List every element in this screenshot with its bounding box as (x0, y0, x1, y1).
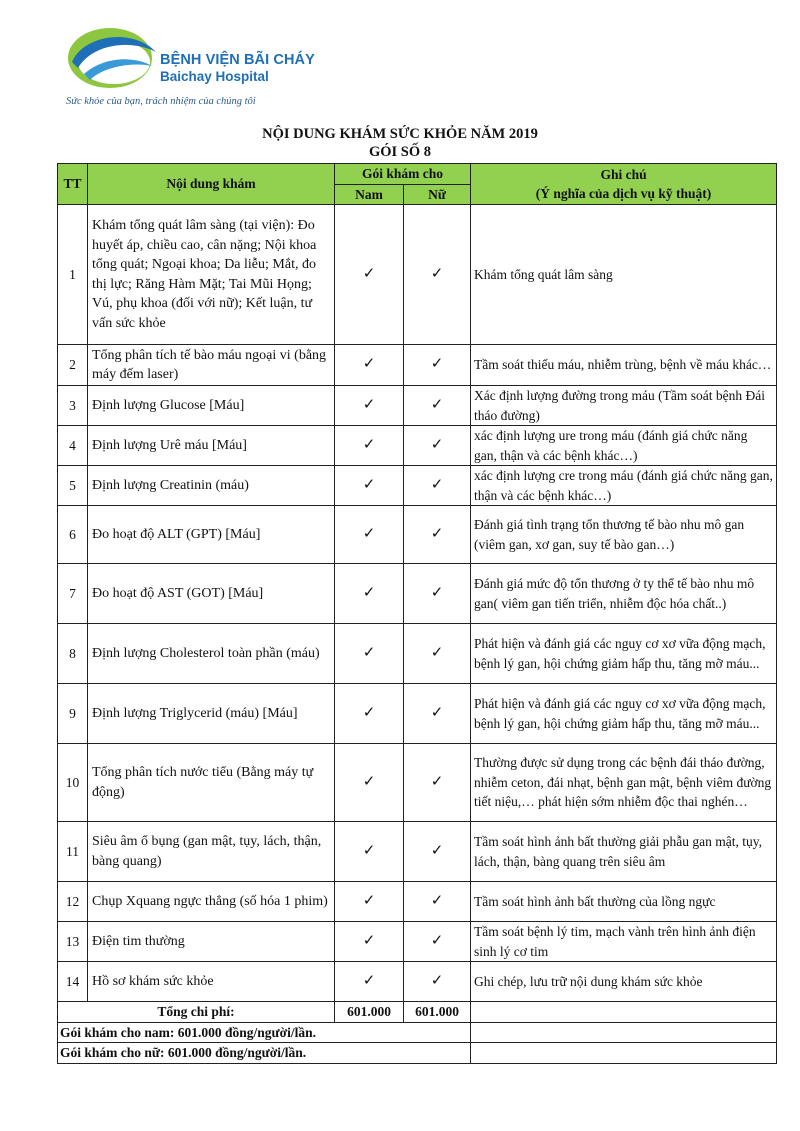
table-row (58, 922, 777, 962)
table-row (58, 386, 777, 426)
row-note: Tầm soát hình ảnh bất thường của lồng ngực (471, 882, 777, 922)
row-note: Đánh giá tình trạng tổn thương tế bào nhu mô gan (viêm gan, xơ gan, suy tế bào gan…) (471, 506, 777, 564)
row-content: Điện tim thường (88, 922, 335, 962)
row-number: 9 (58, 684, 88, 744)
row-number: 10 (58, 744, 88, 822)
row-female-check: ✓ (404, 684, 471, 744)
row-content: Siêu âm ổ bụng (gan mật, tụy, lách, thận, bàng quang) (88, 822, 335, 882)
row-number: 14 (58, 962, 88, 1002)
row-content: Đo hoạt độ ALT (GPT) [Máu] (88, 506, 335, 564)
row-female-check: ✓ (404, 882, 471, 922)
row-male-check: ✓ (335, 744, 404, 822)
row-note: Tầm soát hình ảnh bất thường giải phẫu gan mật, tụy, lách, thận, bàng quang trên siêu âm (471, 822, 777, 882)
row-note: Phát hiện và đánh giá các nguy cơ xơ vữa động mạch, bệnh lý gan, hội chứng giảm hấp thu, tăng mỡ máu... (471, 624, 777, 684)
table-row (58, 426, 777, 466)
row-male-check: ✓ (335, 684, 404, 744)
row-content: Định lượng Cholesterol toàn phần (máu) (88, 624, 335, 684)
hospital-logo-icon (64, 22, 160, 94)
row-male-check: ✓ (335, 962, 404, 1002)
table-row (58, 624, 777, 684)
row-female-check: ✓ (404, 624, 471, 684)
row-note: Ghi chép, lưu trữ nội dung khám sức khỏe (471, 962, 777, 1002)
row-male-check: ✓ (335, 506, 404, 564)
row-male-check: ✓ (335, 882, 404, 922)
document-subtitle: GÓI SỐ 8 (368, 144, 432, 160)
row-note: Thường được sử dụng trong các bệnh đái tháo đường, nhiễm ceton, đái nhạt, bệnh gan mật, bệnh viêm đường tiết niệu,… phát hiện sớm nhiễm độc thai nghén… (471, 744, 777, 822)
row-male-check: ✓ (335, 822, 404, 882)
row-number: 11 (58, 822, 88, 882)
table-row (58, 684, 777, 744)
row-content: Định lượng Triglycerid (máu) [Máu] (88, 684, 335, 744)
row-content: Tổng phân tích tế bào máu ngoại vi (bằng máy đếm laser) (88, 345, 335, 386)
row-male-check: ✓ (335, 624, 404, 684)
row-male-check: ✓ (335, 466, 404, 506)
package-male-note (471, 1022, 777, 1043)
row-content: Hồ sơ khám sức khỏe (88, 962, 335, 1002)
row-number: 1 (58, 205, 88, 345)
table-row (58, 882, 777, 922)
table-row (58, 744, 777, 822)
total-female: 601.000 (404, 1002, 471, 1023)
hospital-logo (60, 22, 315, 114)
header-note-subtitle: (Ý nghĩa của dịch vụ kỹ thuật) (535, 186, 712, 201)
row-number: 12 (58, 882, 88, 922)
row-male-check: ✓ (335, 426, 404, 466)
row-male-check: ✓ (335, 386, 404, 426)
row-male-check: ✓ (335, 345, 404, 386)
package-male: Gói khám cho nam: 601.000 đồng/người/lần. (58, 1022, 471, 1043)
table-row (58, 962, 777, 1002)
total-male: 601.000 (335, 1002, 404, 1023)
row-number: 7 (58, 564, 88, 624)
row-content: Đo hoạt độ AST (GOT) [Máu] (88, 564, 335, 624)
row-content: Định lượng Urê máu [Máu] (88, 426, 335, 466)
row-content: Tổng phân tích nước tiểu (Bằng máy tự động) (88, 744, 335, 822)
row-female-check: ✓ (404, 506, 471, 564)
row-note: xác định lượng ure trong máu (đánh giá chức năng gan, thận và các bệnh khác…) (471, 426, 777, 466)
row-note: xác định lượng cre trong máu (đánh giá chức năng gan, thận và các bệnh khác…) (471, 466, 777, 506)
row-note: Đánh giá mức độ tổn thương ở ty thể tế bào nhu mô gan( viêm gan tiến triển, nhiễm độc hóa chất..) (471, 564, 777, 624)
hospital-name-en: Baichay Hospital (160, 69, 269, 84)
document-title: NỘI DUNG KHÁM SỨC KHỎE NĂM 2019 (262, 126, 538, 142)
row-number: 2 (58, 345, 88, 386)
total-note (471, 1002, 777, 1023)
row-female-check: ✓ (404, 386, 471, 426)
header-female: Nữ (404, 184, 471, 205)
row-female-check: ✓ (404, 822, 471, 882)
row-female-check: ✓ (404, 962, 471, 1002)
table-row (58, 205, 777, 345)
row-note: Tầm soát bệnh lý tim, mạch vành trên hình ảnh điện sinh lý cơ tim (471, 922, 777, 962)
header-note-title: Ghi chú (600, 166, 647, 182)
row-male-check: ✓ (335, 564, 404, 624)
header-note (471, 164, 777, 205)
row-content: Khám tổng quát lâm sàng (tại viện): Đo huyết áp, chiều cao, cân nặng; Nội khoa tổng quát; Ngoại khoa; Da liễu; Mắt, đo thị lực; Răng Hàm Mặt; Tai Mũi Họng; Vú, phụ khoa (đối với nữ); Kết luận, tư vấn sức khỏe (88, 205, 335, 345)
package-female: Gói khám cho nữ: 601.000 đồng/người/lần. (58, 1043, 471, 1064)
row-note: Phát hiện và đánh giá các nguy cơ xơ vữa động mạch, bệnh lý gan, hội chứng giảm hấp thu, tăng mỡ máu... (471, 684, 777, 744)
row-note: Khám tổng quát lâm sàng (471, 205, 777, 345)
row-content: Định lượng Creatinin (máu) (88, 466, 335, 506)
row-female-check: ✓ (404, 744, 471, 822)
row-content: Chụp Xquang ngực thẳng (số hóa 1 phim) (88, 882, 335, 922)
row-female-check: ✓ (404, 922, 471, 962)
header-male: Nam (335, 184, 404, 205)
row-female-check: ✓ (404, 426, 471, 466)
row-number: 8 (58, 624, 88, 684)
table-row (58, 506, 777, 564)
header-content: Nội dung khám (88, 164, 335, 205)
header-package-for: Gói khám cho (335, 164, 471, 185)
row-number: 13 (58, 922, 88, 962)
row-male-check: ✓ (335, 922, 404, 962)
row-note: Tầm soát thiếu máu, nhiễm trùng, bệnh về máu khác… (471, 345, 777, 386)
table-row (58, 466, 777, 506)
total-label: Tổng chi phí: (58, 1002, 335, 1023)
row-note: Xác định lượng đường trong máu (Tầm soát bệnh Đái tháo đường) (471, 386, 777, 426)
row-number: 3 (58, 386, 88, 426)
package-female-note (471, 1043, 777, 1064)
table-row (58, 564, 777, 624)
row-female-check: ✓ (404, 345, 471, 386)
hospital-slogan: Sức khỏe của bạn, trách nhiệm của chúng tôi (66, 96, 256, 107)
row-content: Định lượng Glucose [Máu] (88, 386, 335, 426)
row-female-check: ✓ (404, 564, 471, 624)
table-row (58, 345, 777, 386)
header-tt: TT (58, 164, 88, 205)
row-female-check: ✓ (404, 466, 471, 506)
row-female-check: ✓ (404, 205, 471, 345)
hospital-name: BỆNH VIỆN BÃI CHÁY (160, 52, 315, 68)
table-row (58, 822, 777, 882)
row-number: 6 (58, 506, 88, 564)
row-male-check: ✓ (335, 205, 404, 345)
row-number: 5 (58, 466, 88, 506)
checkup-table (57, 163, 777, 1064)
row-number: 4 (58, 426, 88, 466)
